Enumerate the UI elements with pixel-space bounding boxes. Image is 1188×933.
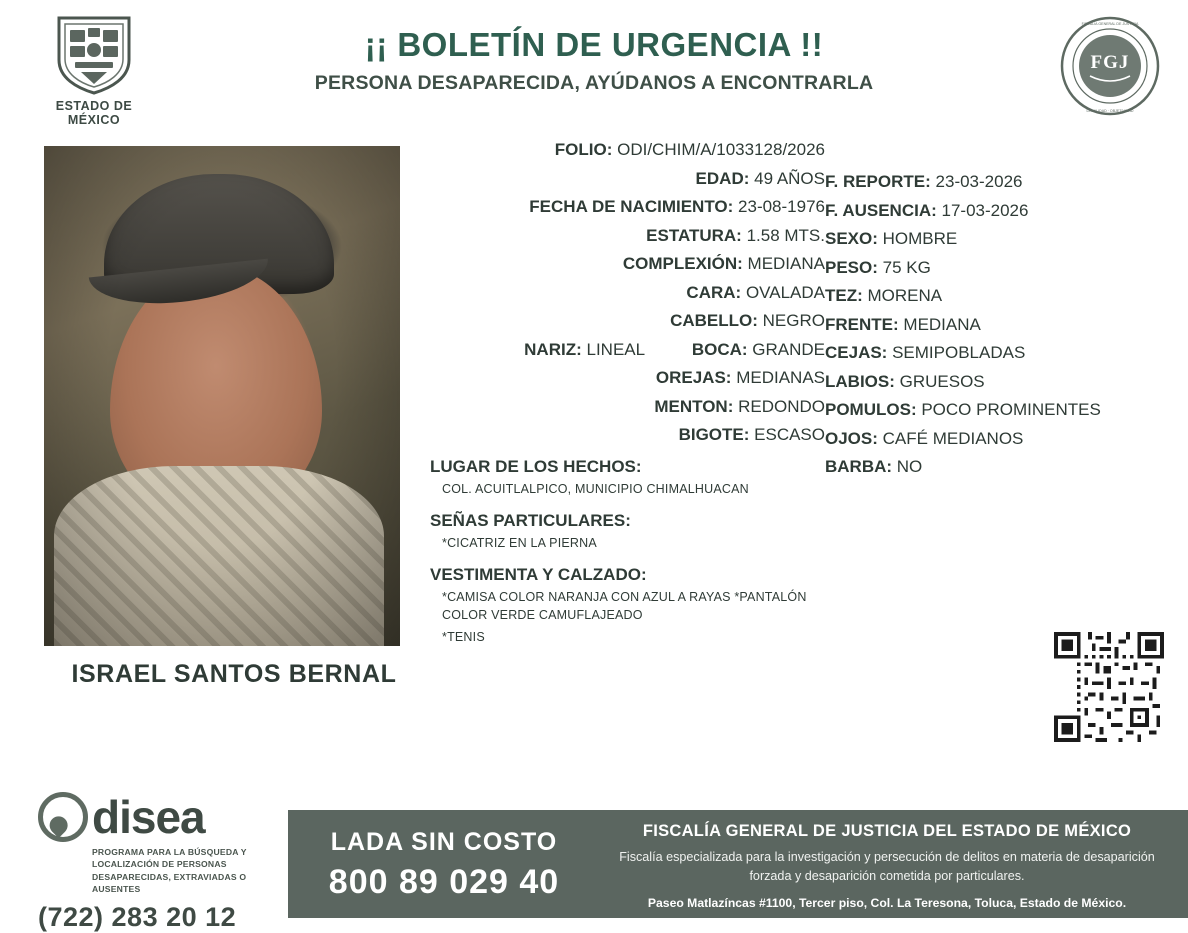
field-label: CEJAS:: [825, 343, 888, 363]
field-label: F. AUSENCIA:: [825, 200, 937, 220]
field-value: 23-08-1976: [738, 197, 825, 217]
block-heading-senas: SEÑAS PARTICULARES:: [430, 510, 631, 530]
missing-person-photo: [44, 146, 400, 646]
lada-block: [288, 810, 600, 918]
block-body-senas: *CICATRIZ EN LA PIERNA: [442, 535, 597, 550]
state-emblem: [30, 14, 158, 127]
field-value: OVALADA: [745, 282, 825, 302]
field-label: NARIZ:: [524, 339, 582, 359]
field-label: EDAD:: [695, 168, 750, 188]
page-subtitle: PERSONA DESAPARECIDA, AYÚDANOS A ENCONTRARLA: [314, 72, 874, 94]
field-value: GRUESOS: [899, 371, 985, 391]
field-edad: [430, 169, 825, 189]
field-value: MEDIANA: [903, 314, 981, 334]
field-value: NEGRO: [762, 311, 825, 331]
field-label: FOLIO:: [554, 140, 613, 159]
disea-logo: [38, 790, 288, 844]
field-value: MORENA: [867, 286, 943, 306]
fgj-address: Paseo Matlazíncas #1100, Tercer piso, Col. La Teresona, Toluca, Estado de México.: [647, 895, 1127, 910]
field-value: 17-03-2026: [941, 200, 1029, 220]
field-label: BARBA:: [825, 457, 893, 477]
field-value: HOMBRE: [882, 229, 958, 249]
field-label: ESTATURA:: [646, 225, 742, 245]
field-value: GRANDE: [752, 339, 825, 359]
person-data: [430, 140, 1168, 645]
state-emblem-caption: ESTADO DE MÉXICO: [55, 99, 133, 127]
field-label: OJOS:: [825, 428, 878, 448]
field-f-ausencia: [825, 201, 1185, 221]
field-pomulos: [825, 400, 1185, 420]
field-value: LINEAL: [586, 339, 646, 359]
field-f-reporte: [825, 172, 1185, 192]
field-cara: [430, 283, 825, 303]
field-label: MENTON:: [654, 396, 734, 416]
field-value: REDONDO: [738, 396, 825, 416]
field-fecha-nacimiento: [430, 197, 825, 217]
disea-program: [38, 790, 288, 933]
field-label: FRENTE:: [825, 314, 899, 334]
fgj-description: Fiscalía especializada para la investigación y persecución de delitos en materia de desaparición forzada y desaparición cometida por particulares.: [619, 850, 1155, 883]
field-value: MEDIANAS: [736, 368, 825, 388]
field-folio: [430, 140, 825, 160]
field-cabello: [430, 311, 825, 331]
data-column-right: [825, 172, 1185, 486]
field-value: CAFÉ MEDIANOS: [882, 428, 1024, 448]
block-body-vestimenta-line1: *CAMISA COLOR NARANJA CON AZUL A RAYAS *PANTALÓN COLOR VERDE CAMUFLAJEADO: [442, 589, 807, 623]
field-peso: [825, 258, 1185, 278]
field-cejas: [825, 343, 1185, 363]
field-nariz-boca: [430, 340, 825, 360]
field-label: F. REPORTE:: [825, 172, 931, 191]
fgj-info-block: [600, 810, 1188, 918]
disea-subtitle: PROGRAMA PARA LA BÚSQUEDA Y LOCALIZACIÓN DE PERSONAS DESAPARECIDAS, EXTRAVIADAS O AUSENTES: [92, 847, 247, 895]
block-heading-vestimenta: VESTIMENTA Y CALZADO:: [430, 564, 647, 584]
field-value: SEMIPOBLADAS: [892, 343, 1026, 363]
field-menton: [430, 397, 825, 417]
field-ojos: [825, 429, 1185, 449]
field-label: CABELLO:: [670, 311, 758, 331]
field-label: BIGOTE:: [678, 425, 750, 445]
block-heading-lugar: LUGAR DE LOS HECHOS:: [430, 457, 642, 477]
field-label: FECHA DE NACIMIENTO:: [529, 197, 734, 217]
field-value: ESCASO: [754, 425, 825, 445]
disea-phone[interactable]: (722) 283 20 12: [38, 901, 237, 932]
field-labios: [825, 372, 1185, 392]
field-tez: [825, 286, 1185, 306]
field-bigote: [430, 425, 825, 445]
location-pin-icon: [38, 792, 88, 842]
field-label: BOCA:: [691, 339, 748, 359]
block-body-vestimenta-line2: *TENIS: [442, 630, 485, 645]
field-value: 1.58 MTS.: [746, 225, 825, 245]
field-frente: [825, 315, 1185, 335]
field-label: PESO:: [825, 257, 878, 277]
field-complexion: [430, 254, 825, 274]
lada-title: LADA SIN COSTO: [330, 828, 558, 856]
field-orejas: [430, 368, 825, 388]
svg-text:FGJ: FGJ: [1090, 52, 1130, 73]
document-footer: [0, 776, 1188, 932]
field-value: NO: [896, 457, 923, 477]
data-column-left: [430, 140, 825, 647]
page-title: ¡¡ BOLETÍN DE URGENCIA !!: [364, 26, 824, 63]
field-sexo: [825, 229, 1185, 249]
svg-text:FISCALIA GENERAL DE JUSTICIA: FISCALIA GENERAL DE JUSTICIA: [1081, 22, 1139, 26]
field-label: OREJAS:: [655, 368, 732, 388]
svg-text:LEGALIDAD · OBJETIVIDAD: LEGALIDAD · OBJETIVIDAD: [1086, 109, 1134, 113]
field-barba: [825, 457, 1185, 477]
field-nariz: [524, 340, 645, 360]
person-name: ISRAEL SANTOS BERNAL: [71, 660, 397, 688]
photo-vignette: [44, 146, 400, 646]
field-label: COMPLEXIÓN:: [622, 254, 743, 274]
document-header: [0, 0, 1188, 130]
field-value: 23-03-2026: [935, 172, 1023, 191]
field-label: CARA:: [686, 282, 742, 302]
field-value: 75 KG: [882, 257, 931, 277]
header-titles: [180, 26, 1008, 95]
field-label: SEXO:: [825, 229, 878, 249]
qr-code[interactable]: [1054, 632, 1164, 742]
state-shield-icon: [51, 14, 137, 96]
fgj-title: FISCALÍA GENERAL DE JUSTICIA DEL ESTADO DE MÉXICO: [642, 822, 1132, 840]
photo-image: [44, 146, 400, 646]
field-value: MEDIANA: [747, 254, 825, 274]
field-label: TEZ:: [825, 286, 863, 306]
field-label: LABIOS:: [825, 371, 895, 391]
disea-wordmark: disea: [92, 791, 205, 843]
footer-bar: [288, 810, 1188, 918]
field-estatura: [430, 226, 825, 246]
fgj-seal-icon: [1060, 16, 1160, 116]
block-body-lugar: COL. ACUITLALPICO, MUNICIPIO CHIMALHUACAN: [442, 482, 749, 497]
field-boca: [692, 340, 825, 360]
field-label: POMULOS:: [825, 400, 917, 420]
field-value: 49 AÑOS: [754, 168, 825, 188]
field-value: POCO PROMINENTES: [921, 400, 1101, 420]
field-value: ODI/CHIM/A/1033128/2026: [617, 140, 825, 159]
lada-number[interactable]: 800 89 029 40: [328, 863, 560, 901]
